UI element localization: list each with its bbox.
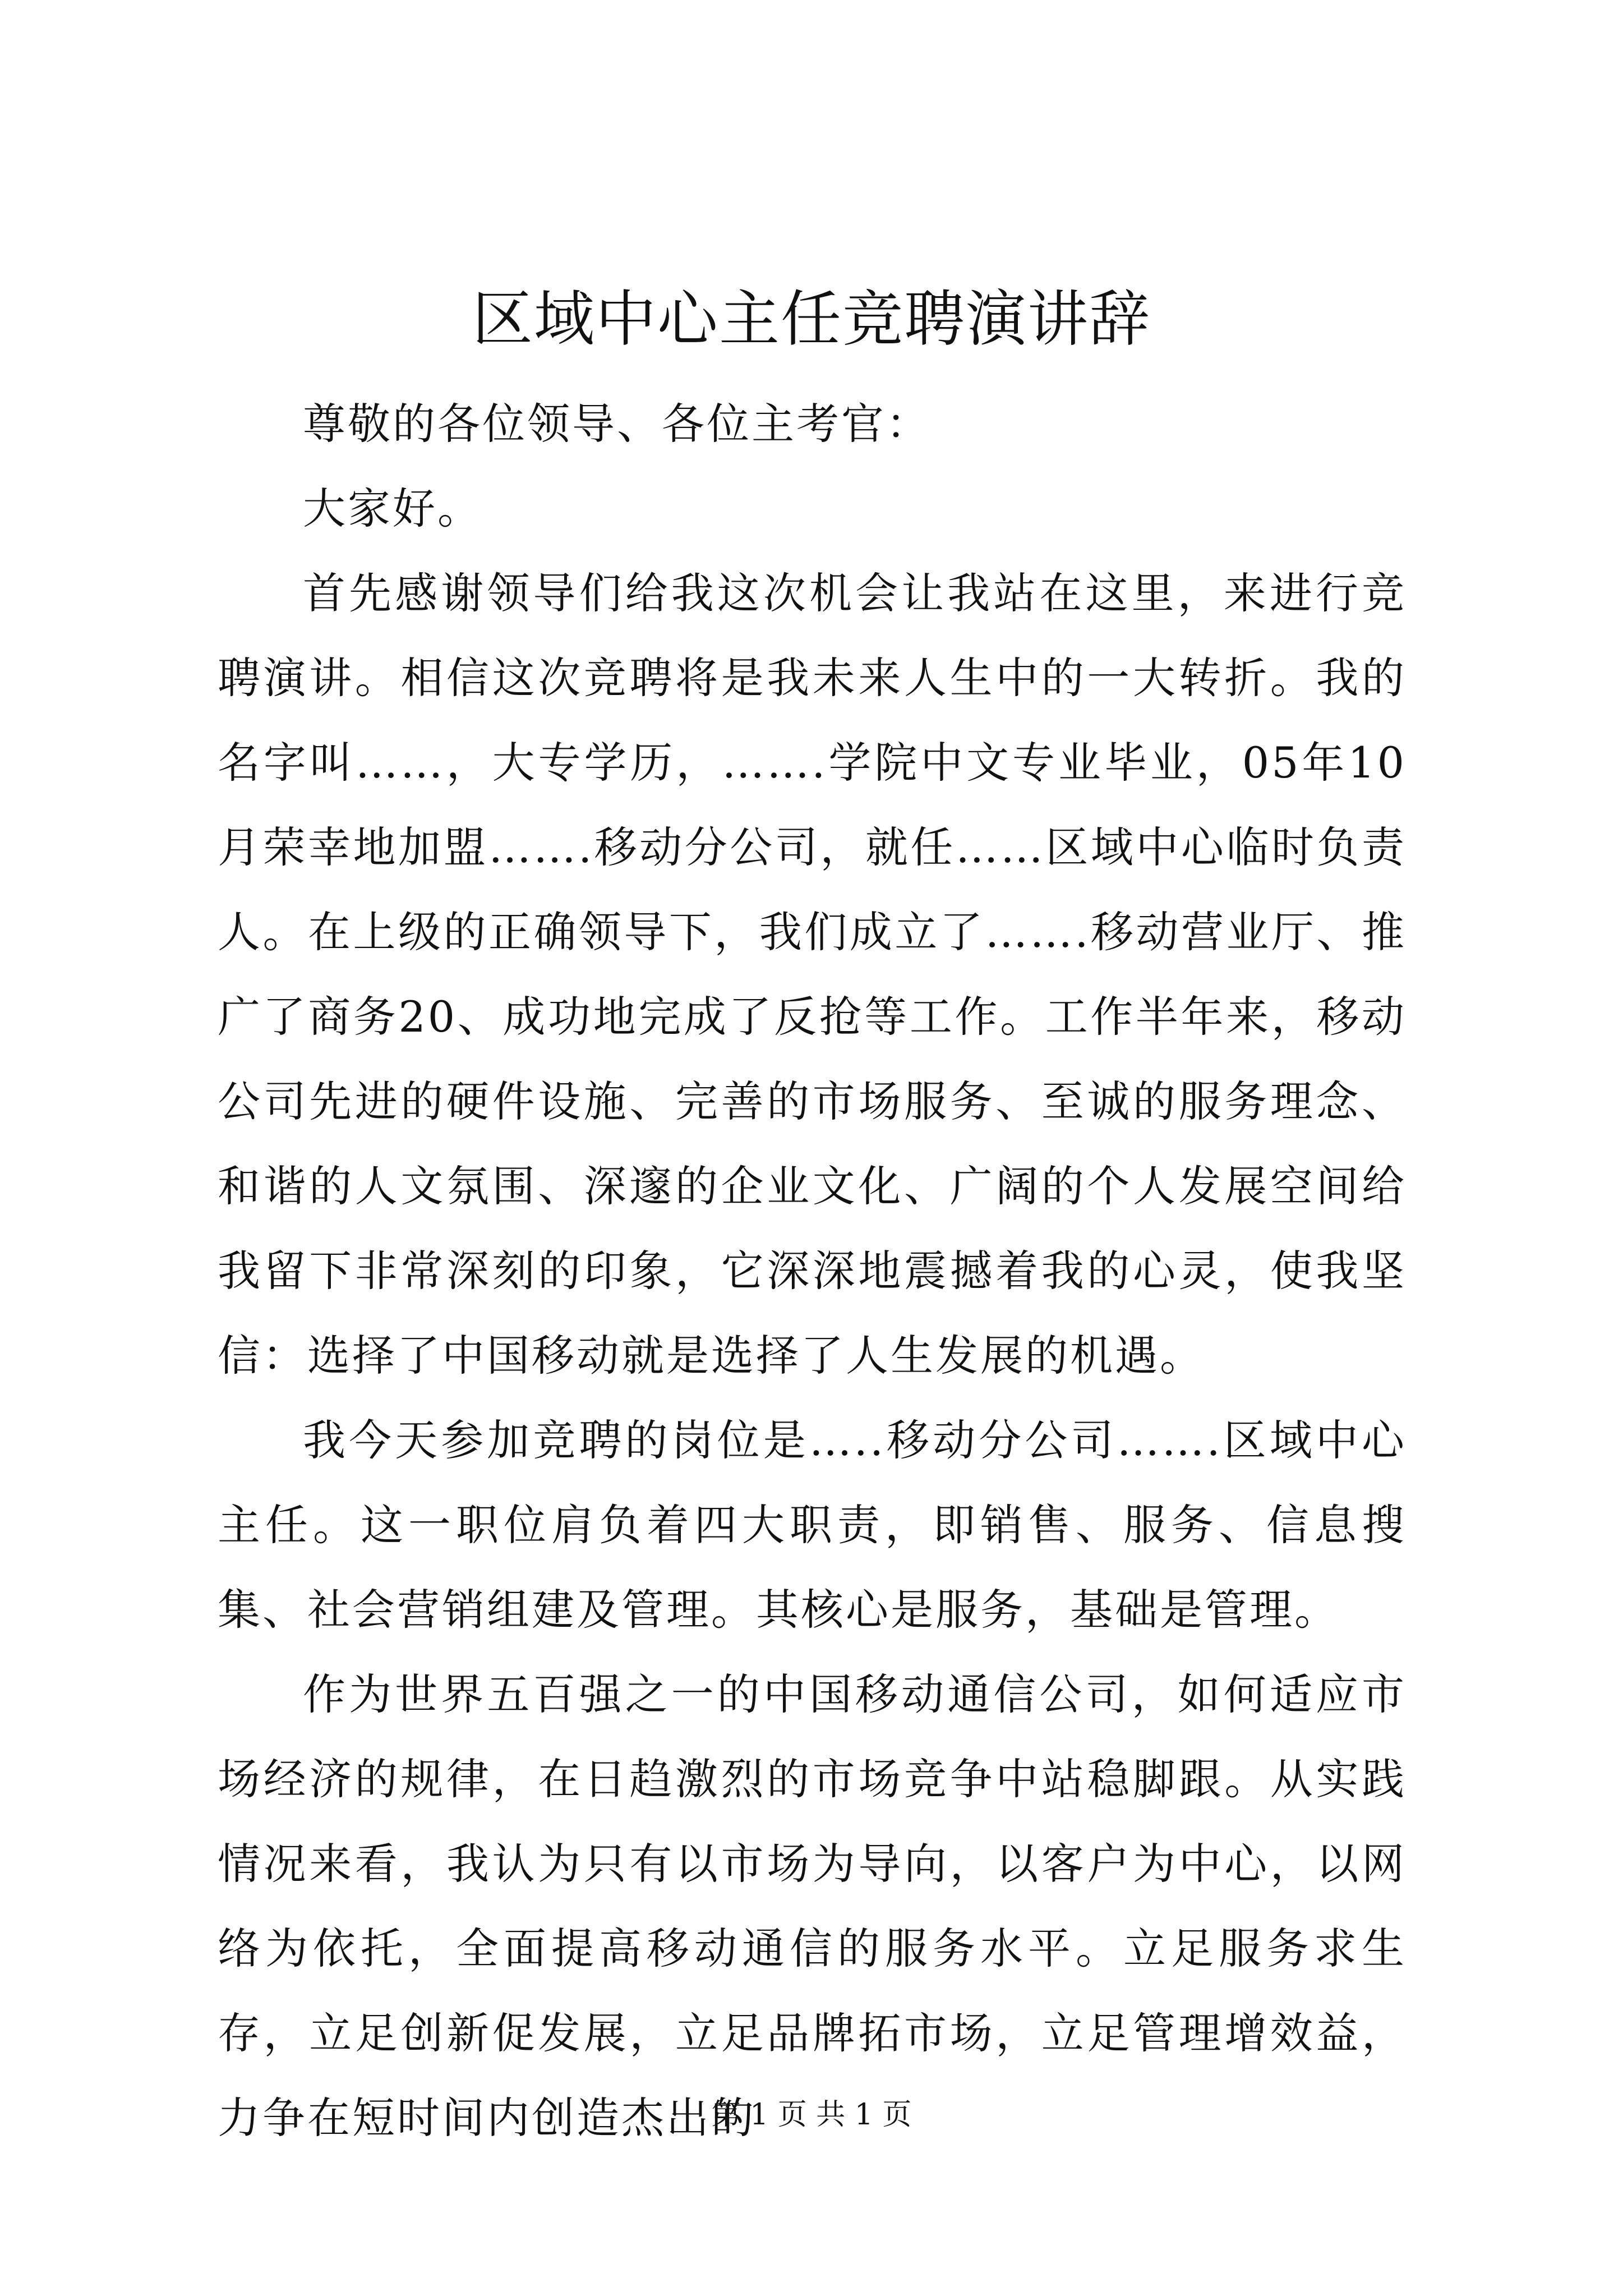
strategy-paragraph: 作为世界五百强之一的中国移动通信公司，如何适应市场经济的规律，在日趋激烈的市场竞争中站稳脚跟。从实践情况来看，我认为只有以市场为导向，以客户为中心，以网络为依托，全面提高移动通信的服务水平。立足服务求生存，立足创新促发展，立足品牌拓市场，立足管理增效益，力争在短时间内创造杰出的 (218, 1669, 1407, 2143)
greeting-paragraph: 大家好。 (303, 484, 482, 533)
introduction-paragraph: 首先感谢领导们给我这次机会让我站在这里，来进行竞聘演讲。相信这次竞聘将是我未来人生中的一大转折。我的名字叫……，大专学历，…….学院中文专业毕业，05年10月荣幸地加盟…….移动分公司，就任……区域中心临时负责人。在上级的正确领导下，我们成立了…….移动营业厅、推广了商务20、成功地完成了反抢等工作。工作半年来，移动公司先进的硬件设施、完善的市场服务、至诚的服务理念、和谐的人文氛围、深邃的企业文化、广阔的个人发展空间给我留下非常深刻的印象，它深深地震撼着我的心灵，使我坚信：选择了中国移动就是选择了人生发展的机遇。 (218, 568, 1407, 1381)
salutation-paragraph: 尊敬的各位领导、各位主考官： (303, 399, 931, 449)
document-body (218, 381, 1407, 2160)
document-title: 区域中心主任竞聘演讲辞 (472, 284, 1151, 355)
position-paragraph: 我今天参加竞聘的岗位是…..移动分公司…….区域中心主任。这一职位肩负着四大职责，即销售、服务、信息搜集、社会营销组建及管理。其核心是服务，基础是管理。 (218, 1415, 1407, 1635)
page-number-footer: 第 1 页 共 1 页 (711, 2098, 912, 2132)
